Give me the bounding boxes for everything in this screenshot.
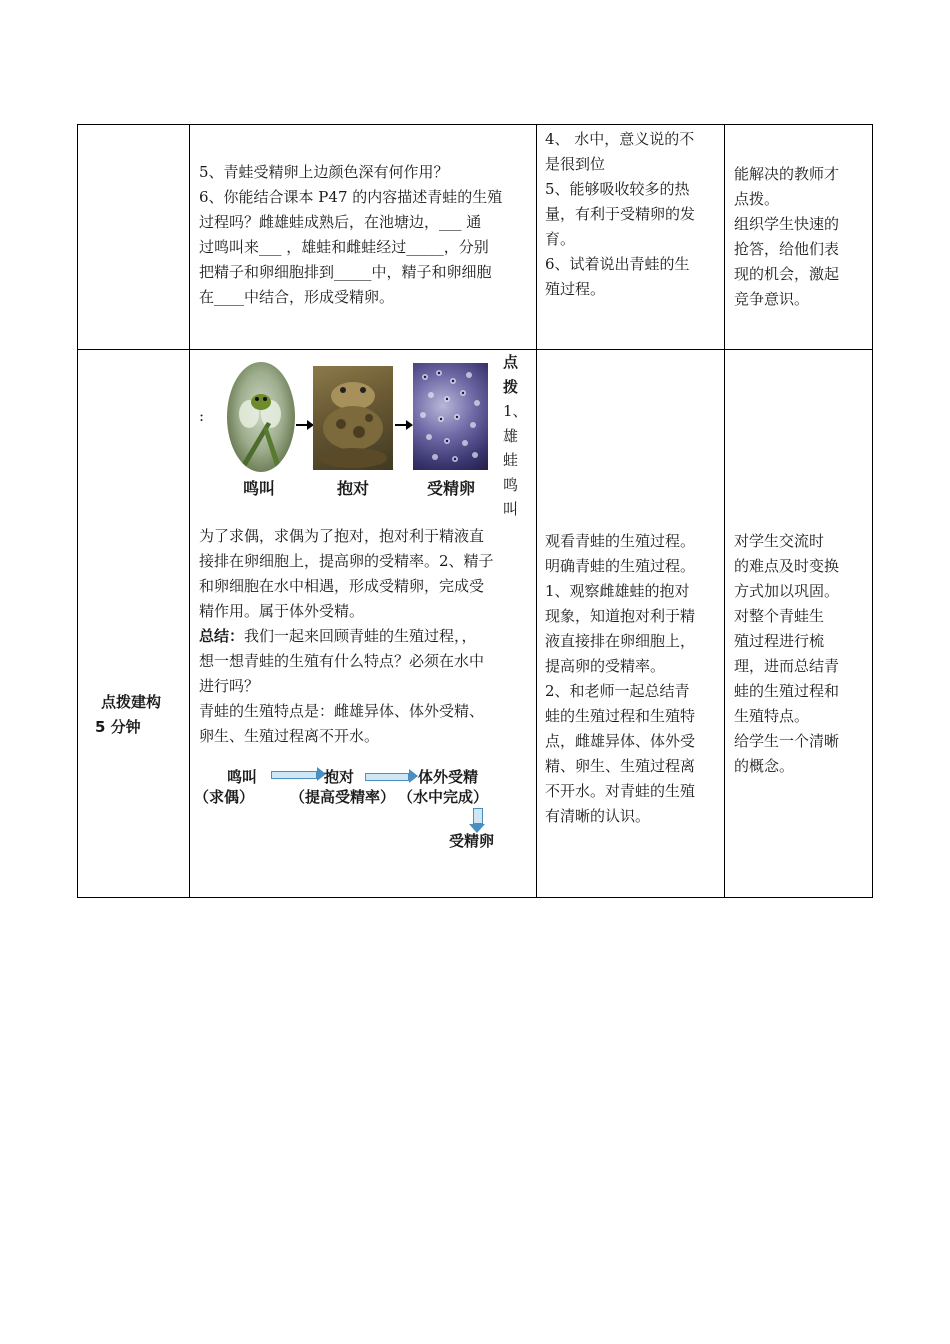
arrow-icon	[395, 424, 407, 426]
down-arrow-icon	[473, 808, 483, 824]
table-top-border	[77, 124, 873, 125]
col-divider-3	[724, 124, 725, 898]
row1-teacher-line: 点拨。	[734, 190, 780, 208]
row1-content-line: 过程吗？雌雄蛙成熟后，在池塘边，___ 通	[199, 213, 482, 231]
col-divider-1	[189, 124, 190, 898]
side-char: 鸣	[503, 475, 519, 494]
row1-content-line: 在____中结合，形成受精卵。	[199, 288, 395, 306]
row1-student-line: 是很到位	[545, 155, 606, 173]
row2-teacher-line: 殖过程进行梳	[734, 632, 825, 650]
flow-step1: 鸣叫	[227, 768, 258, 786]
summary-label: 总结：	[199, 627, 245, 645]
side-char: 蛙	[503, 451, 519, 469]
flow-step2-note: （提高受精率）	[290, 788, 396, 806]
col-divider-2	[536, 124, 537, 898]
row1-student-line: 5、能够吸收较多的热	[545, 180, 690, 198]
side-vertical-text	[503, 350, 528, 522]
frog-icon	[227, 362, 295, 472]
guide-line	[189, 852, 190, 864]
calling-frog-photo	[227, 362, 295, 472]
row-divider	[77, 349, 873, 350]
row2-content-line: 精作用。属于体外受精。	[199, 602, 365, 620]
flow-result: 受精卵	[449, 832, 495, 850]
flow-step3: 体外受精	[418, 768, 479, 786]
row1-teacher-line: 组织学生快速的	[734, 215, 840, 233]
row1-student-line: 量，有利于受精卵的发	[545, 205, 696, 223]
row2-content-line: 和卵细胞在水中相遇，形成受精卵，完成受	[199, 577, 485, 595]
row1-content-line: 把精子和卵细胞排到_____中，精子和卵细胞	[199, 263, 492, 281]
row2-student-line: 1、观察雌雄蛙的抱对	[545, 582, 690, 600]
row1-teacher-line: 抢答，给他们表	[734, 240, 840, 258]
arrow-icon	[296, 424, 308, 426]
row2-student-line: 精、卵生、生殖过程离	[545, 757, 696, 775]
row2-content-line: 为了求偶，求偶为了抱对，抱对利于精液直	[199, 527, 485, 545]
caption-amplexus: 抱对	[337, 479, 370, 498]
row1-student-line: 殖过程。	[545, 280, 606, 298]
row2-student-line: 明确青蛙的生殖过程。	[545, 557, 696, 575]
row2-content-cell	[199, 524, 494, 749]
summary-text: 我们一起来回顾青蛙的生殖过程，，	[244, 627, 477, 645]
row1-content-line: 过鸣叫来___ ，雄蛙和雌蛙经过_____，分别	[199, 238, 489, 256]
row2-student-line: 现象，知道抱对利于精	[545, 607, 696, 625]
row2-teacher-line: 蛙的生殖过程和	[734, 682, 840, 700]
row1-teacher-line: 竞争意识。	[734, 290, 810, 308]
row2-content-line: 想一想青蛙的生殖有什么特点？必须在水中	[199, 652, 485, 670]
caption-calling: 鸣叫	[243, 479, 276, 498]
stage-duration: 5 分钟	[95, 718, 141, 736]
row2-teacher-line: 给学生一个清晰	[734, 732, 840, 750]
row1-teacher-line: 能解决的教师才	[734, 165, 840, 183]
row2-student-line: 点，雌雄异体、体外受	[545, 732, 696, 750]
right-arrow-icon	[365, 773, 409, 781]
side-char: 拨	[503, 377, 519, 396]
row2-teacher-line: 的难点及时变换	[734, 557, 840, 575]
row1-student-line: 4、 水中，意义说的不	[545, 130, 695, 148]
row2-student-line: 观看青蛙的生殖过程。	[545, 532, 696, 550]
row2-teacher-cell	[734, 529, 839, 779]
row2-student-line: 有清晰的认识。	[545, 807, 651, 825]
colon-mark: :	[199, 407, 205, 425]
row2-student-line: 不开水。对青蛙的生殖	[545, 782, 696, 800]
row2-teacher-line: 生殖特点。	[734, 707, 810, 725]
side-char: 叫	[503, 500, 519, 518]
row2-student-line: 2、和老师一起总结青	[545, 682, 690, 700]
summary-line	[199, 624, 494, 649]
row1-student-cell	[545, 127, 695, 302]
frogs-icon	[313, 366, 393, 470]
row2-teacher-line: 对学生交流时	[734, 532, 825, 550]
row1-content-cell	[199, 160, 502, 310]
flow-step2: 抱对	[324, 768, 355, 786]
eggs-icon	[413, 363, 488, 470]
table-left-border	[77, 124, 78, 898]
row2-content-line: 卵生、生殖过程离不开水。	[199, 727, 380, 745]
flow-step3-note: （水中完成）	[398, 788, 489, 806]
row1-teacher-cell	[734, 162, 839, 312]
row2-teacher-line: 的概念。	[734, 757, 795, 775]
row2-teacher-line: 理，进而总结青	[734, 657, 840, 675]
row2-teacher-line: 对整个青蛙生	[734, 607, 825, 625]
row1-teacher-line: 现的机会，激起	[734, 265, 840, 283]
stage-label	[95, 690, 161, 740]
right-arrow-icon	[271, 771, 317, 779]
side-char: 1、	[503, 402, 528, 420]
row2-content-line: 接排在卵细胞上，提高卵的受精率。2、精子	[199, 552, 494, 570]
row2-content-line: 青蛙的生殖特点是：雌雄异体、体外受精、	[199, 702, 485, 720]
amplexus-frogs-photo	[313, 366, 393, 470]
row2-student-line: 蛙的生殖过程和生殖特	[545, 707, 696, 725]
caption-eggs: 受精卵	[427, 479, 476, 498]
row2-student-line: 提高卵的受精率。	[545, 657, 666, 675]
guide-line	[189, 750, 190, 762]
row1-content-line: 5、青蛙受精卵上边颜色深有何作用？	[199, 163, 449, 181]
table-bottom-border	[77, 897, 873, 898]
row2-content-line: 进行吗？	[199, 677, 260, 695]
frog-eggs-photo	[413, 363, 488, 470]
row2-teacher-line: 方式加以巩固。	[734, 582, 840, 600]
row1-student-line: 育。	[545, 230, 576, 248]
row2-student-cell	[545, 529, 695, 829]
flow-step1-note: （求偶）	[194, 788, 255, 806]
row1-content-line: 6、你能结合课本 P47 的内容描述青蛙的生殖	[199, 188, 503, 206]
row1-student-line: 6、试着说出青蛙的生	[545, 255, 690, 273]
side-char: 雄	[503, 426, 519, 445]
row2-student-line: 液直接排在卵细胞上，	[545, 632, 696, 650]
table-right-border	[872, 124, 873, 898]
stage-name: 点拨建构	[101, 693, 162, 711]
side-char: 点	[503, 353, 519, 371]
